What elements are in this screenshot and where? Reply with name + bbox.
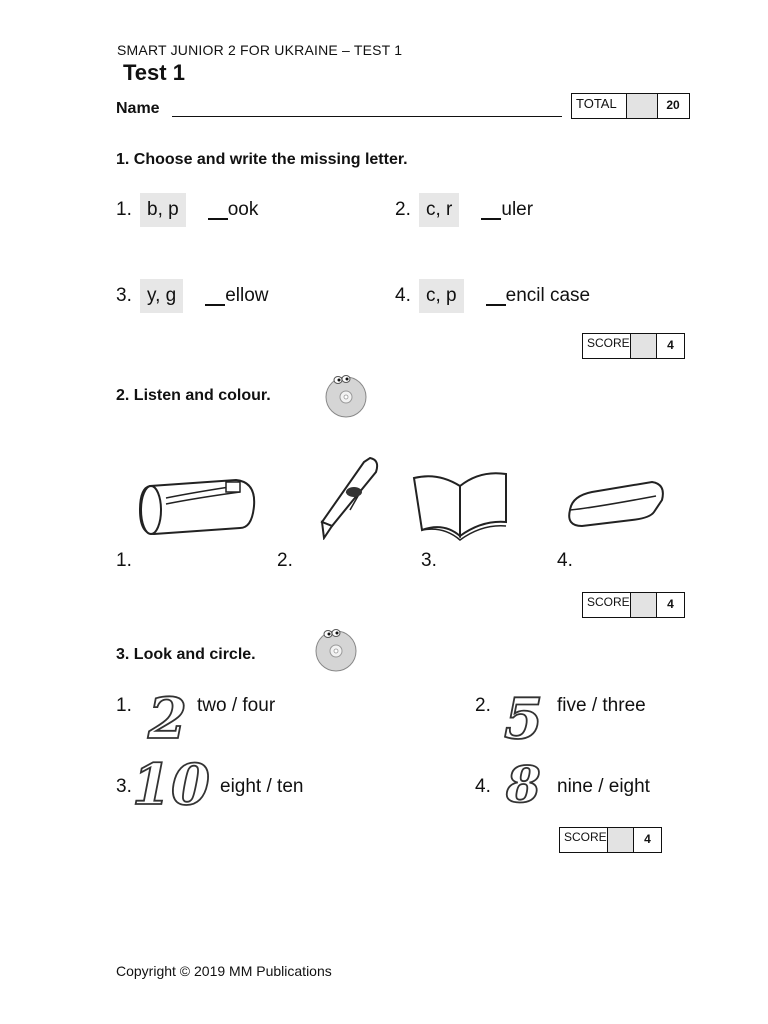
picture-number-1: 1. xyxy=(116,550,132,571)
score-blank[interactable] xyxy=(631,593,657,617)
page-header: SMART JUNIOR 2 FOR UKRAINE – TEST 1 xyxy=(117,42,403,58)
section3-item-3-choices[interactable]: eight / ten xyxy=(220,776,304,797)
section3-item-2-number: 2. xyxy=(475,695,491,716)
section3-item-2-choices[interactable]: five / three xyxy=(557,695,646,716)
letter-options: b, p xyxy=(140,193,186,227)
pencil-case-icon xyxy=(136,476,258,538)
section1-item-1 xyxy=(116,193,258,227)
eraser-icon xyxy=(562,474,668,532)
svg-text:5: 5 xyxy=(504,688,543,744)
section1-item-4 xyxy=(395,279,590,313)
item-number: 3. xyxy=(116,285,132,306)
outline-digit-10-icon xyxy=(130,754,224,810)
section2-score-box xyxy=(582,592,685,618)
copyright-footer: Copyright © 2019 MM Publications xyxy=(116,963,332,979)
section3-score-box xyxy=(559,827,662,853)
section1-title: 1. Choose and write the missing letter. xyxy=(116,151,408,168)
section1-item-3 xyxy=(116,279,269,313)
section3-item-1-number: 1. xyxy=(116,695,132,716)
item-number: 2. xyxy=(395,199,411,220)
score-max: 4 xyxy=(644,832,651,846)
total-score-box xyxy=(571,93,690,119)
answer-blank[interactable] xyxy=(481,200,501,220)
svg-text:8: 8 xyxy=(506,758,541,808)
picture-number-4: 4. xyxy=(557,550,573,571)
outline-digit-2-icon xyxy=(146,688,198,744)
name-label: Name xyxy=(116,100,160,117)
section3-item-3-number: 3. xyxy=(116,776,132,797)
outline-digit-8-icon xyxy=(504,758,550,808)
picture-number-2: 2. xyxy=(277,550,293,571)
page-title: Test 1 xyxy=(123,60,185,85)
section3-title: 3. Look and circle. xyxy=(116,646,256,663)
svg-text:2: 2 xyxy=(148,688,187,744)
total-label: TOTAL xyxy=(572,94,627,118)
score-max: 4 xyxy=(667,597,674,611)
word-ending: encil case xyxy=(505,285,591,306)
word-ending: ellow xyxy=(225,285,269,306)
score-label: SCORE xyxy=(583,334,631,358)
item-number: 4. xyxy=(395,285,411,306)
audio-cd-icon[interactable] xyxy=(322,372,368,418)
answer-blank[interactable] xyxy=(486,286,506,306)
word-ending: ook xyxy=(227,199,259,220)
word-ending: uler xyxy=(501,199,534,220)
section3-item-4-choices[interactable]: nine / eight xyxy=(557,776,650,797)
answer-blank[interactable] xyxy=(205,286,225,306)
pen-icon xyxy=(310,452,382,540)
score-blank[interactable] xyxy=(608,828,634,852)
answer-blank[interactable] xyxy=(208,200,228,220)
section3-item-1-choices[interactable]: two / four xyxy=(197,695,276,716)
section2-title: 2. Listen and colour. xyxy=(116,387,271,404)
score-label: SCORE xyxy=(560,828,608,852)
section3-item-4-number: 4. xyxy=(475,776,491,797)
section1-item-2 xyxy=(395,193,533,227)
item-number: 1. xyxy=(116,199,132,220)
score-blank[interactable] xyxy=(631,334,657,358)
section1-score-box xyxy=(582,333,685,359)
total-max: 20 xyxy=(666,98,680,112)
book-icon xyxy=(408,464,514,542)
letter-options: y, g xyxy=(140,279,183,313)
total-blank[interactable] xyxy=(627,94,658,118)
score-label: SCORE xyxy=(583,593,631,617)
audio-cd-icon[interactable] xyxy=(312,626,358,672)
name-field-line[interactable] xyxy=(172,116,562,117)
letter-options: c, p xyxy=(419,279,464,313)
picture-number-3: 3. xyxy=(421,550,437,571)
outline-digit-5-icon xyxy=(502,688,554,744)
score-max: 4 xyxy=(667,338,674,352)
letter-options: c, r xyxy=(419,193,459,227)
svg-text:10: 10 xyxy=(132,754,210,810)
